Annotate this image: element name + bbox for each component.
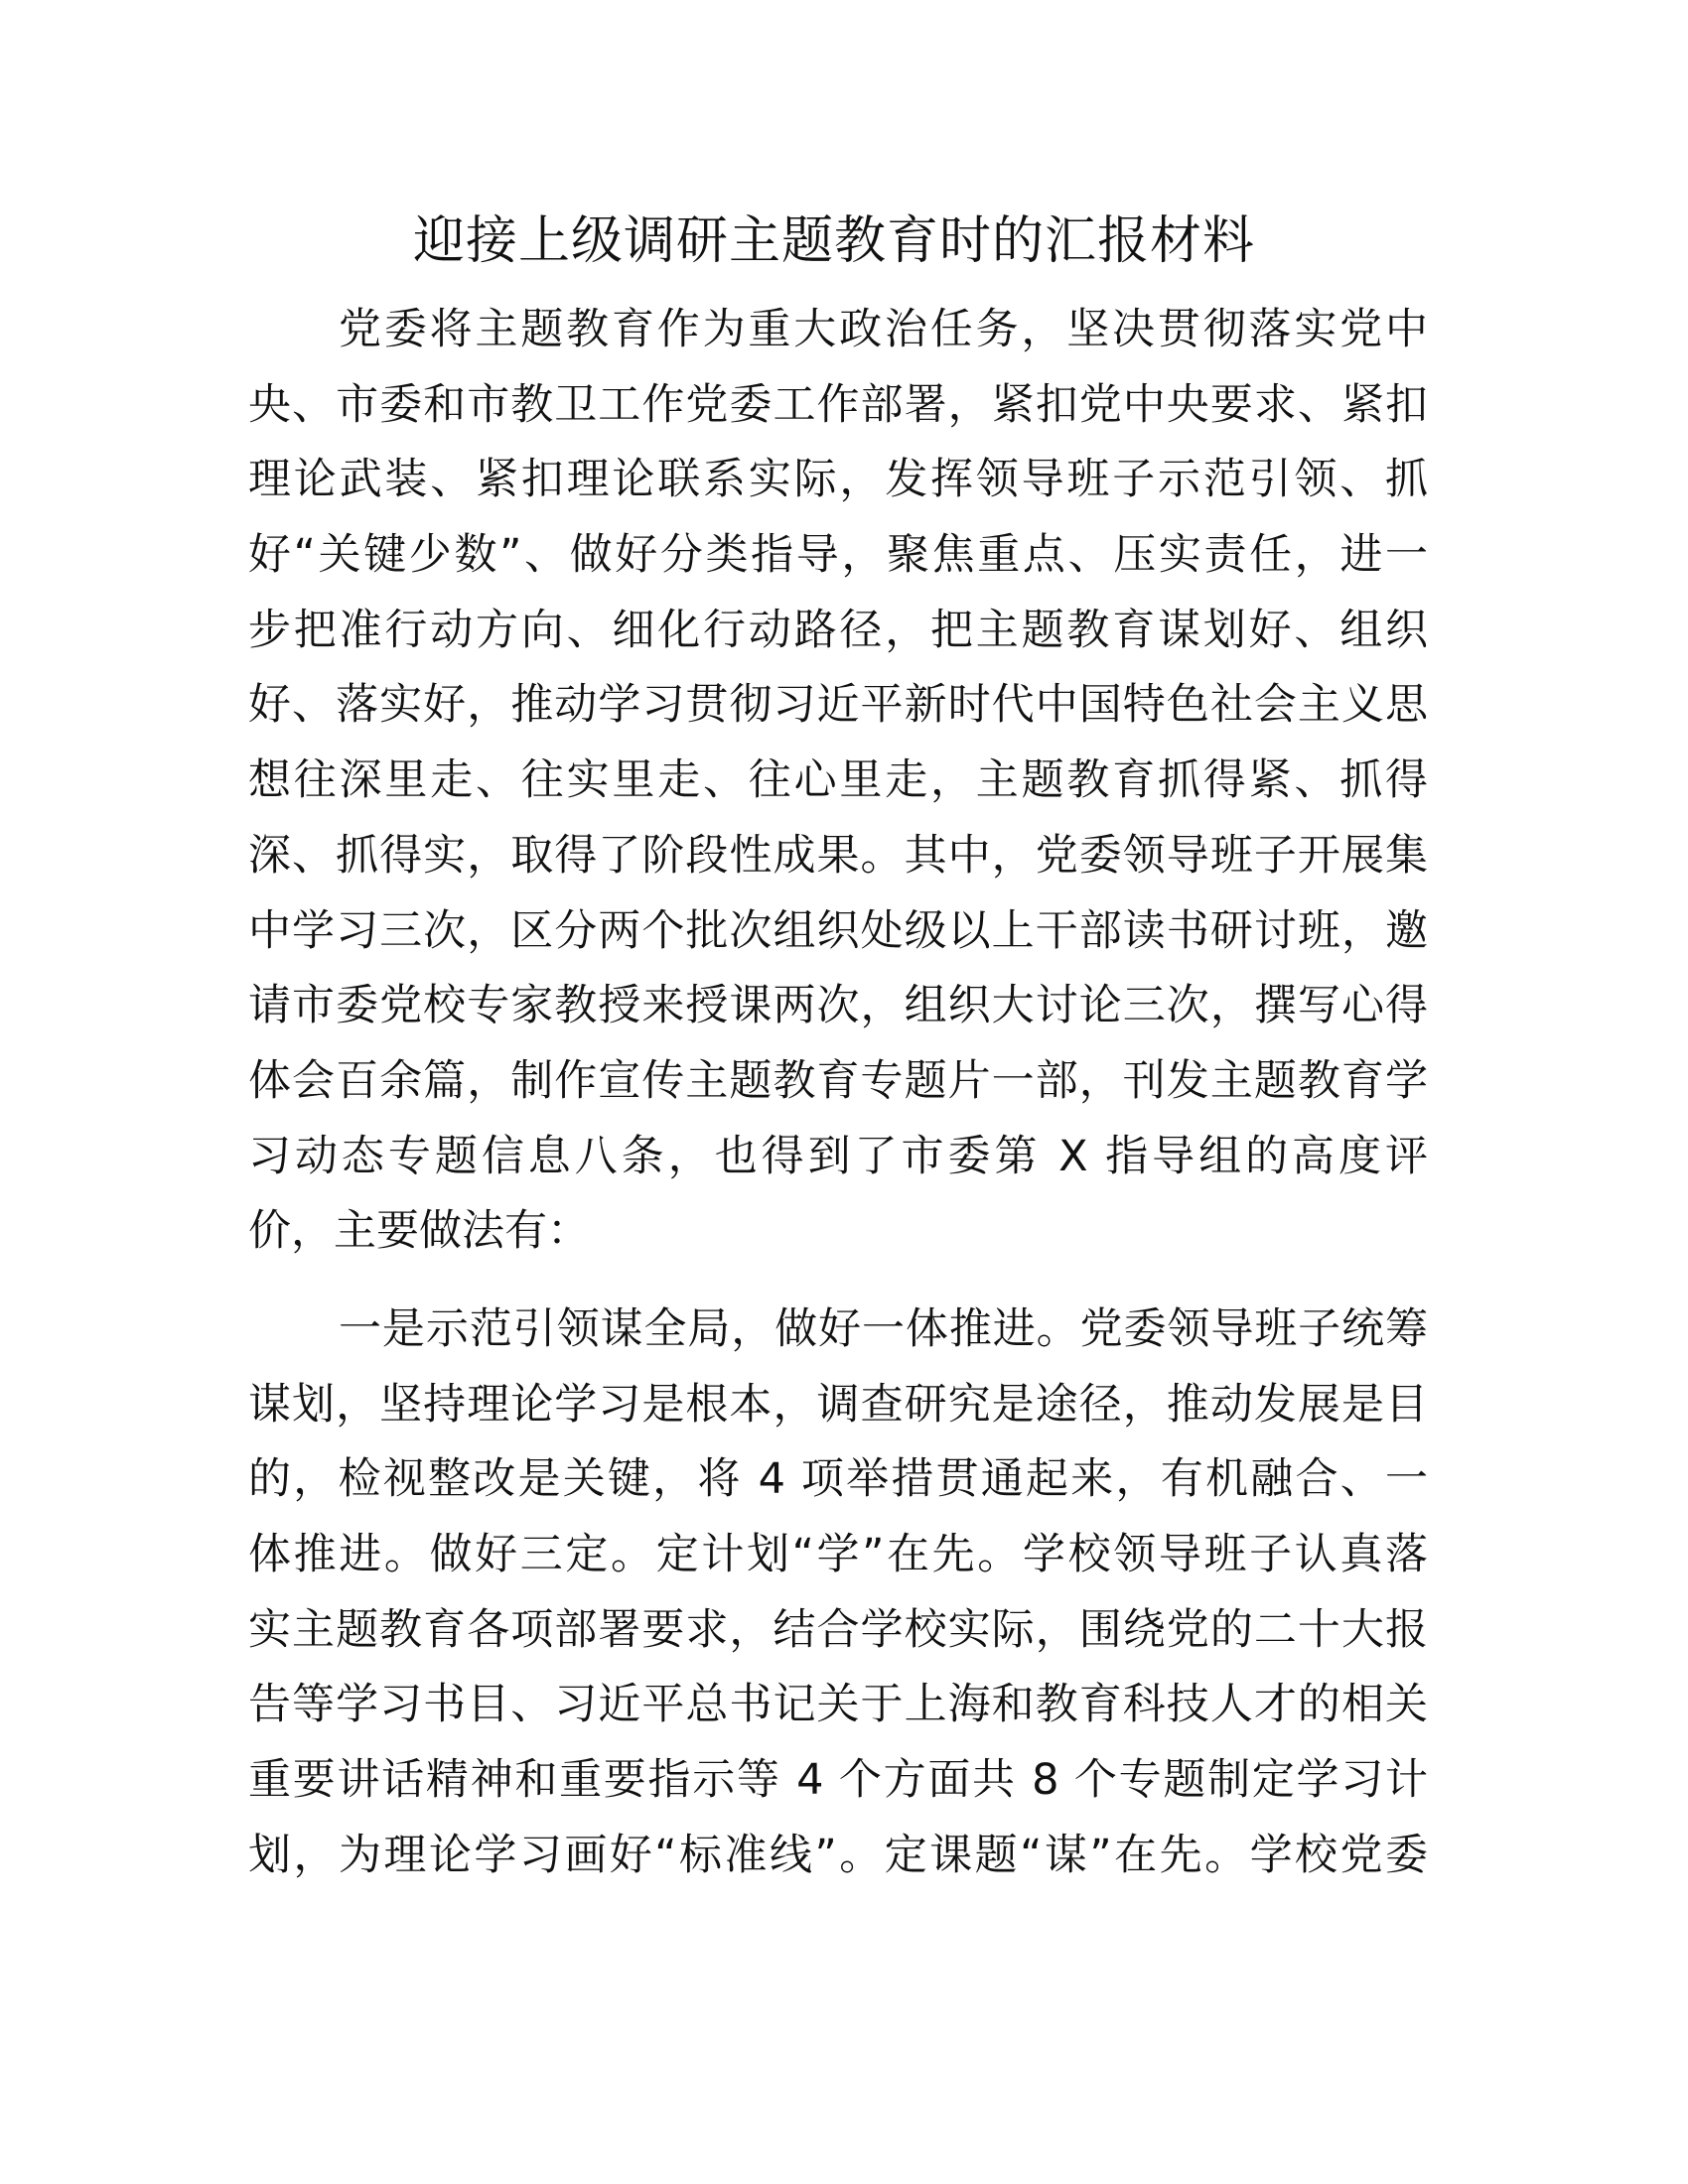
- text-line: 党委将主题教育作为重大政治任务，坚决贯彻落实党中: [339, 305, 1428, 354]
- text-line: 好、落实好，推动学习贯彻习近平新时代中国特色社会主义思: [248, 680, 1428, 731]
- text-line: 中学习三次，区分两个批次组织处级以上干部读书研讨班，邀: [248, 905, 1428, 956]
- text-line: 的，检视整改是关键，将 4 项举措贯通起来，有机融合、一: [248, 1454, 1428, 1505]
- text-line: 告等学习书目、习近平总书记关于上海和教育科技人才的相关: [248, 1680, 1428, 1730]
- document-title: 迎接上级调研主题教育时的汇报材料: [412, 211, 1255, 271]
- paragraph-intro: [248, 293, 1428, 1270]
- paragraph-point-one: [248, 1293, 1428, 1894]
- text-line: 习动态专题信息八条，也得到了市委第 X 指导组的高度评: [248, 1131, 1428, 1181]
- text-line: 体会百余篇，制作宣传主题教育专题片一部，刊发主题教育学: [248, 1055, 1428, 1106]
- text-line: 理论武装、紧扣理论联系实际，发挥领导班子示范引领、抓: [248, 455, 1428, 505]
- text-line: 一是示范引领谋全局，做好一体推进。党委领导班子统筹: [339, 1304, 1428, 1354]
- text-line: 价，主要做法有：: [248, 1206, 590, 1257]
- text-line: 实主题教育各项部署要求，结合学校实际，围绕党的二十大报: [248, 1604, 1428, 1655]
- text-line: 划，为理论学习画好“标准线”。定课题“谋”在先。学校党委: [248, 1830, 1428, 1880]
- text-line: 步把准行动方向、细化行动路径，把主题教育谋划好、组织: [248, 605, 1428, 655]
- text-line: 谋划，坚持理论学习是根本，调查研究是途径，推动发展是目: [248, 1379, 1428, 1430]
- text-line: 体推进。做好三定。定计划“学”在先。学校领导班子认真落: [248, 1530, 1428, 1580]
- text-line: 好“关键少数”、做好分类指导，聚焦重点、压实责任，进一: [248, 530, 1428, 581]
- text-line: 重要讲话精神和重要指示等 4 个方面共 8 个专题制定学习计: [248, 1755, 1428, 1806]
- text-line: 央、市委和市教卫工作党委工作部署，紧扣党中央要求、紧扣: [248, 379, 1428, 430]
- text-line: 深、抓得实，取得了阶段性成果。其中，党委领导班子开展集: [248, 830, 1428, 881]
- text-line: 请市委党校专家教授来授课两次，组织大讨论三次，撰写心得: [248, 981, 1428, 1031]
- text-line: 想往深里走、往实里走、往心里走，主题教育抓得紧、抓得: [248, 755, 1428, 806]
